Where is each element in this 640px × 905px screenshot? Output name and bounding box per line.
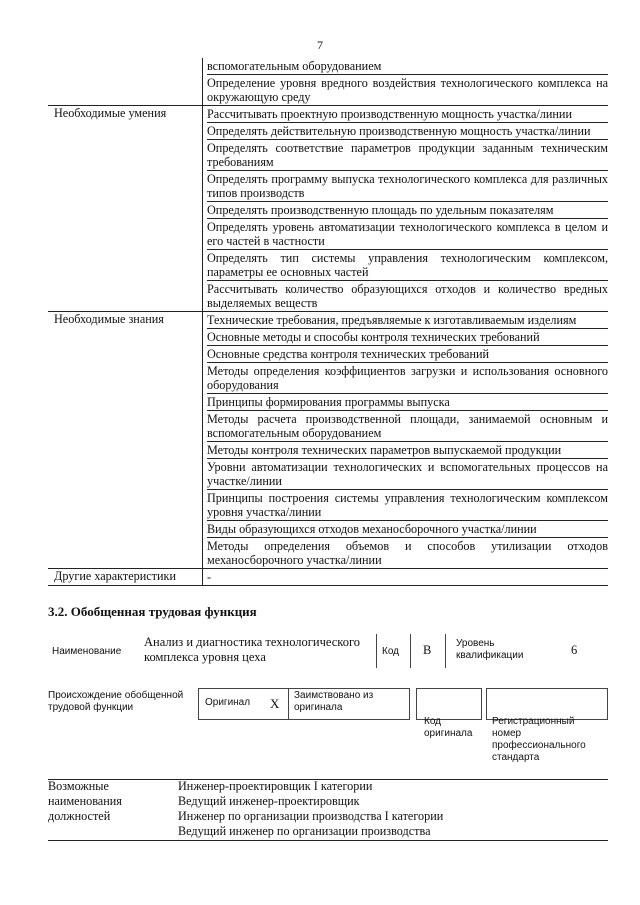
table-item: Определять действительную производственную мощность участка/линии [207, 123, 608, 140]
origin-label: Происхождение обобщенной трудовой функции [48, 690, 184, 713]
table-item: Рассчитывать проектную производственную мощность участка/линии [207, 106, 608, 123]
position-item: Инженер-проектировщик I категории [178, 779, 373, 793]
reg-number-label: Регистрационный номер профессионального стандарта [492, 716, 586, 763]
row-header: Необходимые умения [48, 106, 203, 312]
table-item: Определять уровень автоматизации технологического комплекса в целом и его частей в частности [207, 220, 608, 248]
positions-table [48, 779, 608, 839]
section-title: 3.2. Обобщенная трудовая функция [48, 604, 257, 619]
table-item: Виды образующихся отходов механосборочного участка/линии [207, 521, 608, 538]
table-item: Уровни автоматизации технологических и вспомогательных процессов на участке/линии [207, 460, 608, 488]
positions-top-rule [48, 779, 608, 780]
position-item: Ведущий инженер по организации производства [178, 824, 431, 838]
table-item: Принципы построения системы управления технологическим комплексом уровня участка/линии [207, 491, 608, 519]
table-item: Определять программу выпуска технологического комплекса для различных типов производств [207, 172, 608, 200]
row-header-empty [48, 58, 203, 106]
row-header: Другие характеристики [48, 569, 203, 586]
bottom-rule [48, 840, 608, 841]
table-item: - [207, 570, 212, 584]
table-item: Методы контроля технических параметров выпускаемой продукции [207, 442, 608, 459]
row-header: Необходимые знания [48, 312, 203, 569]
table-item: Определение уровня вредного воздействия технологического комплекса на окружающую среду [207, 76, 608, 104]
level-value: 6 [571, 643, 578, 657]
table-row-skills [48, 106, 608, 312]
borrowed-label: Заимствовано из оригинала [294, 690, 374, 713]
original-mark: X [270, 696, 280, 711]
table-item: Определять производственную площадь по удельным показателям [207, 202, 608, 219]
continuation-row [48, 58, 608, 106]
table-row-knowledge [48, 312, 608, 569]
table-item: Технические требования, предъявляемые к изготавливаемым изделиям [207, 312, 608, 329]
table-item: Принципы формирования программы выпуска [207, 394, 608, 411]
table-item: Методы определения объемов и способов утилизации отходов механосборочного участка/линии [207, 539, 608, 567]
table-row-other [48, 569, 608, 586]
table-item: Основные средства контроля технических требований [207, 346, 608, 363]
table-item: Методы определения коэффициентов загрузки и использования основного оборудования [207, 364, 608, 392]
table-item: вспомогательным оборудованием [207, 58, 608, 75]
table-item: Методы расчета производственной площади, занимаемой основным и вспомогательным оборудованием [207, 412, 608, 440]
position-item: Инженер по организации производства I категории [178, 809, 444, 823]
position-item: Ведущий инженер-проектировщик [178, 794, 360, 808]
code-label: Код [382, 646, 400, 657]
function-name: Анализ и диагностика технологического комплекса уровня цеха [144, 635, 361, 664]
original-label: Оригинал [205, 697, 251, 708]
level-label: Уровень квалификации [456, 638, 524, 661]
name-label: Наименование [52, 646, 122, 657]
table-item: Определять соответствие параметров продукции заданным техническим требованиям [207, 141, 608, 169]
skills-knowledge-table [48, 58, 608, 586]
table-item: Определять тип системы управления технологическим комплексом, параметры ее основных частей [207, 251, 608, 279]
function-code: B [423, 643, 432, 657]
table-item: Рассчитывать количество образующихся отходов и количество вредных выделяемых веществ [207, 282, 608, 310]
page-number: 7 [317, 38, 323, 52]
positions-label: Возможные наименования должностей [48, 779, 122, 823]
code-original-label: Код оригинала [424, 716, 473, 739]
table-item: Основные методы и способы контроля технических требований [207, 329, 608, 346]
